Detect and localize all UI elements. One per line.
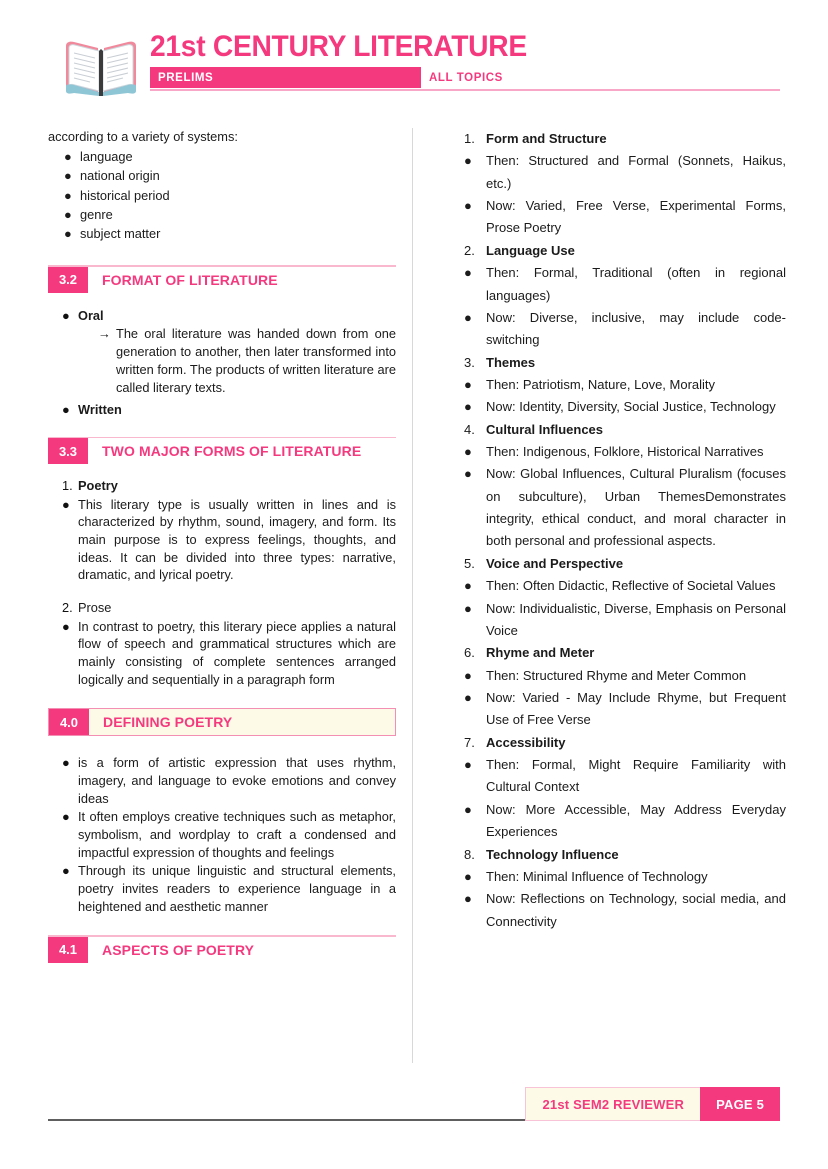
list-item	[456, 888, 786, 933]
numbered-item	[456, 642, 786, 664]
list-item	[48, 224, 396, 243]
column-divider	[412, 128, 413, 1063]
section-title: ASPECTS OF POETRY	[102, 941, 255, 958]
bullet-icon: ●	[464, 309, 472, 325]
list-item-text: Now: Reflections on Technology, social media, and Connectivity	[486, 891, 786, 929]
numbered-item	[456, 732, 786, 754]
list-item	[48, 496, 396, 584]
bullet-icon: ●	[64, 168, 72, 184]
bullet-icon: ●	[464, 801, 472, 817]
list-item-text: is a form of artistic expression that uses rhythm, imagery, and language to evoke emotions and convey ideas	[78, 755, 396, 806]
section-heading-4-0	[48, 708, 396, 736]
item-number: 7.	[464, 734, 475, 750]
numbered-item	[456, 240, 786, 262]
item-heading: Themes	[486, 354, 536, 370]
item-number: 2.	[464, 242, 475, 258]
sub-list-item-text: The oral literature was handed down from one generation to another, then later transformed into written form. The products of written literature are called literary texts.	[116, 326, 396, 396]
numbered-item	[456, 844, 786, 866]
item-number: 2.	[62, 600, 73, 616]
item-number: 4.	[464, 421, 475, 437]
systems-list	[48, 147, 396, 243]
numbered-item	[456, 128, 786, 150]
bullet-icon: ●	[464, 667, 472, 683]
item-name: Poetry	[78, 478, 118, 494]
section-number: 3.2	[48, 267, 88, 293]
numbered-item	[456, 419, 786, 441]
section-title: TWO MAJOR FORMS OF LITERATURE	[102, 443, 362, 460]
section-heading-3-3	[48, 437, 396, 465]
header-text-block	[150, 32, 780, 88]
list-item	[456, 150, 786, 195]
list-item	[456, 262, 786, 307]
header-tabs	[150, 67, 780, 88]
page-footer	[48, 1081, 780, 1129]
list-item	[456, 441, 786, 463]
bullet-icon: ●	[464, 265, 472, 281]
list-item-label: historical period	[80, 187, 170, 203]
bullet-icon: ●	[464, 868, 472, 884]
section-4-0-body	[48, 754, 396, 915]
bullet-icon: ●	[464, 198, 472, 214]
list-item-text: It often employs creative techniques such as metaphor, symbolism, and wordplay to craft a condensed and impactful expression of thoughts and feelings	[78, 809, 396, 860]
list-item-text: Now: Varied, Free Verse, Experimental Forms, Prose Poetry	[486, 198, 786, 236]
section-title: DEFINING POETRY	[103, 714, 233, 731]
list-item-text: Then: Structured Rhyme and Meter Common	[486, 667, 747, 683]
list-item-text: Then: Formal, Might Require Familiarity with Cultural Context	[486, 757, 786, 795]
content-columns	[0, 128, 828, 1068]
section-number: 3.3	[48, 438, 88, 464]
item-heading: Technology Influence	[486, 846, 619, 862]
bullet-icon: ●	[64, 226, 72, 242]
list-item	[48, 401, 396, 419]
item-heading: Voice and Perspective	[486, 555, 624, 571]
tab-all-topics[interactable]: ALL TOPICS	[429, 71, 503, 84]
list-item-text: Then: Structured and Formal (Sonnets, Haikus, etc.)	[486, 153, 786, 191]
list-item	[48, 618, 396, 689]
list-item-text: Now: More Accessible, May Address Everyday Experiences	[486, 801, 786, 840]
header-divider	[150, 89, 780, 91]
item-heading: Rhyme and Meter	[486, 645, 595, 661]
bullet-icon: ●	[464, 444, 472, 460]
bullet-icon: ●	[62, 809, 70, 825]
section-number: 4.1	[48, 937, 88, 963]
bullet-icon: ●	[62, 755, 70, 771]
list-item-text: Then: Indigenous, Folklore, Historical Narratives	[486, 444, 764, 460]
list-item-text: Then: Often Didactic, Reflective of Societal Values	[486, 578, 776, 594]
list-item	[48, 307, 396, 325]
bullet-icon: ●	[62, 496, 70, 512]
document-name-label: 21st SEM2 REVIEWER	[525, 1087, 700, 1121]
bullet-icon: ●	[62, 618, 70, 634]
list-item-text: Now: Varied - May Include Rhyme, but Frequent Use of Free Verse	[486, 689, 786, 728]
bullet-icon: ●	[464, 891, 472, 907]
list-item-label: Oral	[78, 307, 104, 323]
arrow-icon: →	[98, 326, 111, 342]
numbered-item	[48, 599, 396, 617]
item-body: In contrast to poetry, this literary piece applies a natural flow of speech and grammatical structures which are mainly consisting of complete sentences arranged logically and sequentially in a paragraph form	[78, 618, 396, 687]
section-3-3-body	[48, 477, 396, 688]
bullet-icon: ●	[62, 401, 70, 417]
list-item	[456, 195, 786, 240]
list-item	[456, 687, 786, 732]
list-item	[456, 799, 786, 844]
bullet-icon: ●	[464, 578, 472, 594]
bullet-icon: ●	[62, 307, 70, 323]
numbered-item	[456, 553, 786, 575]
item-heading: Language Use	[486, 242, 575, 258]
item-number: 6.	[464, 645, 475, 661]
tab-prelims[interactable]: PRELIMS	[150, 67, 421, 88]
bullet-icon: ●	[464, 689, 472, 705]
list-item	[48, 166, 396, 185]
bullet-icon: ●	[64, 187, 72, 203]
section-heading-4-1	[48, 935, 396, 963]
list-item	[48, 808, 396, 861]
list-item	[48, 205, 396, 224]
list-item	[48, 862, 396, 915]
list-item-text: Now: Global Influences, Cultural Pluralism (focuses on subculture), Urban ThemesDemonstrates integrity, ethical conduct, and moral character in both personal and professional aspects.	[486, 466, 786, 549]
page-title: 21st CENTURY LITERATURE	[150, 30, 527, 63]
page-number-badge: PAGE 5	[700, 1087, 780, 1121]
list-item-label: national origin	[80, 168, 160, 184]
sub-list-item	[48, 325, 396, 397]
right-column	[456, 128, 786, 933]
list-item-text: Through its unique linguistic and structural elements, poetry invites readers to experience language in a heightened and aesthetic manner	[78, 863, 396, 914]
numbered-item	[456, 352, 786, 374]
bullet-icon: ●	[464, 600, 472, 616]
list-item-label: language	[80, 149, 133, 165]
section-heading-3-2	[48, 265, 396, 293]
open-book-icon	[62, 36, 140, 98]
item-number: 1.	[62, 478, 73, 494]
list-item-label: genre	[80, 206, 113, 222]
list-item	[456, 754, 786, 799]
bullet-icon: ●	[62, 863, 70, 879]
list-item	[456, 374, 786, 396]
bullet-icon: ●	[464, 399, 472, 415]
page-header	[62, 32, 780, 110]
item-heading: Cultural Influences	[486, 421, 604, 437]
list-item	[456, 866, 786, 888]
list-item	[456, 598, 786, 643]
left-column	[48, 128, 396, 973]
list-item-label: subject matter	[80, 226, 161, 242]
list-item	[456, 665, 786, 687]
lead-text: according to a variety of systems:	[48, 129, 238, 144]
item-heading: Form and Structure	[486, 131, 607, 146]
item-number: 5.	[464, 555, 475, 571]
bullet-icon: ●	[464, 376, 472, 392]
bullet-icon: ●	[464, 757, 472, 773]
bullet-icon: ●	[64, 206, 72, 222]
item-body: This literary type is usually written in lines and is characterized by rhythm, sound, imagery, and form. Its main purpose is to express feelings, thoughts, and ideas. It can be divided into three types: narrative, dramatic, and lyrical poetry.	[78, 496, 396, 583]
list-item	[456, 307, 786, 352]
item-heading: Accessibility	[486, 734, 566, 750]
bullet-icon: ●	[64, 149, 72, 165]
list-item-text: Then: Minimal Influence of Technology	[486, 868, 708, 884]
numbered-item	[48, 477, 396, 495]
section-3-2-body	[48, 307, 396, 419]
bullet-icon: ●	[464, 466, 472, 482]
list-item-text: Then: Patriotism, Nature, Love, Morality	[486, 376, 716, 392]
item-number: 8.	[464, 846, 475, 862]
item-number: 1.	[464, 131, 475, 146]
list-item-text: Now: Diverse, inclusive, may include code-switching	[486, 309, 786, 348]
bullet-icon: ●	[464, 153, 472, 169]
section-title: FORMAT OF LITERATURE	[102, 271, 278, 288]
list-item	[456, 463, 786, 552]
list-item-label: Written	[78, 401, 122, 417]
footer-tag	[525, 1087, 780, 1121]
list-item	[456, 575, 786, 597]
list-item-text: Then: Formal, Traditional (often in regional languages)	[486, 265, 786, 303]
list-item	[48, 147, 396, 166]
list-item	[48, 754, 396, 807]
item-number: 3.	[464, 354, 475, 370]
list-item-text: Now: Individualistic, Diverse, Emphasis on Personal Voice	[486, 600, 786, 638]
list-item	[456, 396, 786, 418]
list-item	[48, 186, 396, 205]
item-name: Prose	[78, 600, 112, 616]
list-item-text: Now: Identity, Diversity, Social Justice, Technology	[486, 399, 776, 415]
section-number: 4.0	[49, 709, 89, 735]
